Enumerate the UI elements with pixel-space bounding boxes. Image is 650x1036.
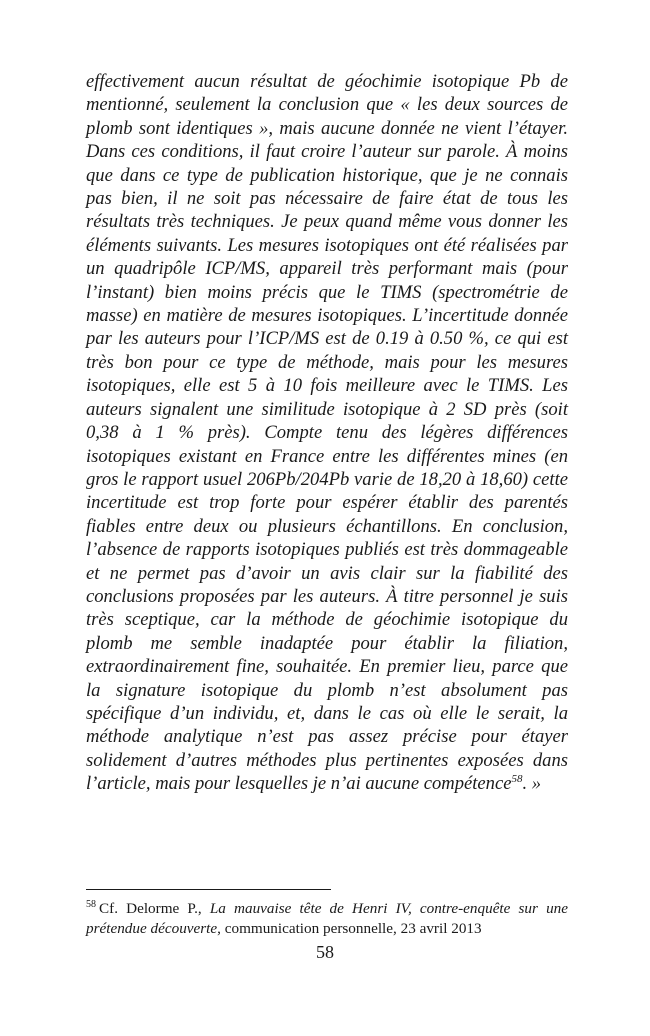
body-paragraph — [86, 70, 568, 796]
closing-quote: . » — [522, 773, 542, 795]
footnote-author: Cf. Delorme P., — [99, 900, 210, 917]
page-number: 58 — [316, 942, 334, 962]
footnote-details: , communication personnelle, 23 avril 2013 — [217, 920, 482, 937]
footnote-separator — [86, 889, 331, 890]
page-body — [86, 70, 568, 796]
footnote-title: La mauvaise tête de Henri IV, contre-enquête sur une prétendue découverte — [86, 900, 568, 937]
footnote-reference[interactable]: 58 — [511, 773, 523, 785]
footnote — [86, 899, 568, 939]
body-text: effectivement aucun résultat de géochimie isotopique Pb de mentionné, seulement la conclusion que « les deux sources de plomb sont identiques », mais aucune donnée ne vient l’étayer. Dans ces conditions, il faut croire l’auteur sur parole. À moins que dans ce type de publication historique, que je ne connais pas bien, il ne soit pas nécessaire de faire état de tous les résultats très techniques. Je peux quand même vous donner les éléments suivants. Les mesures isotopiques ont été réalisées par un quadripôle ICP/MS, appareil très performant mais (pour l’instant) bien moins précis que le TIMS (spectrométrie de masse) en matière de mesures isotopiques. L’incertitude donnée par les auteurs pour l’ICP/MS est de 0.19 à 0.50 %, ce qui est très bon pour ce type de méthode, mais pour les mesures isotopiques, elle est 5 à 10 fois meilleure avec le TIMS. Les auteurs signalent une similitude isotopique à 2 SD près (soit 0,38 à 1 % près). Compte tenu des légères différences isotopiques existant en France entre les différentes mines (en gros le rapport usuel 206Pb/204Pb varie de 18,20 à 18,60) cette incertitude est trop forte pour espérer établir des parentés fiables entre deux ou plusieurs échantillons. En conclusion, l’absence de rapports isotopiques publiés est très dommageable et ne permet pas d’avoir un avis clair sur la fiabilité des conclusions proposées par les auteurs. À titre personnel je suis très sceptique, car la méthode de géochimie isotopique du plomb me semble inadaptée pour établir la filiation, extraordinairement fine, souhaitée. En premier lieu, parce que la signature isotopique du plomb n’est absolument pas spécifique d’un individu, et, dans le cas où elle le serait, la méthode analytique n’est pas assez précise pour étayer solidement d’autres méthodes plus pertinentes exposées dans l’article, mais pour lesquelles je n’ai aucune compétence — [86, 71, 568, 795]
footnote-number: 58 — [86, 898, 96, 910]
